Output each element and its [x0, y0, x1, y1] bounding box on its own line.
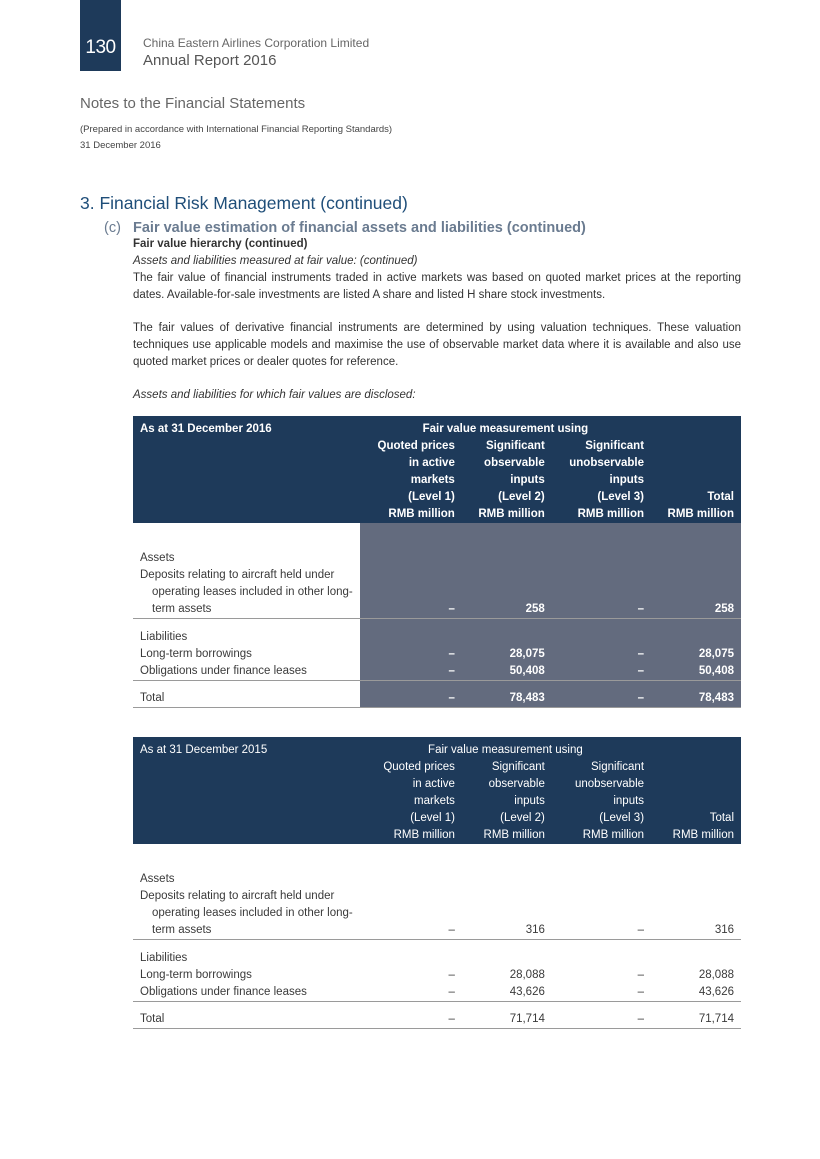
- value-cell: 71,714: [462, 1011, 552, 1029]
- header-blank: [133, 472, 360, 489]
- column-header: markets: [360, 472, 462, 489]
- column-header: Significant: [462, 438, 552, 455]
- column-header: RMB million: [651, 827, 741, 844]
- row-label: Long-term borrowings: [140, 968, 252, 981]
- value-cell: 28,075: [462, 646, 552, 663]
- spacer: [462, 680, 552, 690]
- deposits-label: Deposits relating to aircraft held under: [140, 569, 335, 581]
- value-cell: [651, 950, 741, 967]
- column-header: Quoted prices: [360, 759, 462, 776]
- header-blank: [651, 416, 741, 438]
- value-cell: –: [637, 968, 645, 981]
- column-header: Significant: [462, 759, 552, 776]
- spacer: [462, 940, 552, 950]
- table-row: [133, 871, 741, 888]
- value-cell: 258: [462, 601, 552, 619]
- table-row: [133, 950, 741, 967]
- as-at-label: As at 31 December 2015: [133, 737, 360, 759]
- table-row: [133, 455, 741, 472]
- total-label: Total: [133, 1011, 360, 1029]
- spacer: [360, 619, 462, 629]
- table-row: [133, 550, 741, 567]
- value-cell: 78,483: [651, 690, 741, 708]
- deposits-label: Deposits relating to aircraft held under: [140, 890, 335, 902]
- column-header: [651, 455, 741, 472]
- value-cell: –: [552, 922, 651, 940]
- table-row: [133, 984, 741, 1002]
- statement-date: 31 December 2016: [80, 140, 161, 151]
- value-cell: [360, 950, 462, 967]
- value-cell: –: [552, 984, 651, 1002]
- spacer: [133, 619, 360, 629]
- value-cell: [462, 629, 552, 646]
- value-cell: 28,075: [651, 646, 741, 663]
- value-cell: [651, 888, 741, 905]
- measurement-label: Fair value measurement using: [360, 416, 651, 438]
- spacer: [360, 533, 462, 550]
- table-row: [133, 523, 741, 533]
- total-label: Total: [133, 690, 360, 708]
- value-cell: [360, 550, 462, 567]
- column-header: unobservable: [552, 455, 651, 472]
- subsection-heading: [104, 220, 586, 236]
- measured-heading: Assets and liabilities measured at fair value: (continued): [133, 255, 418, 267]
- value-cell: –: [360, 690, 462, 708]
- value-cell: [552, 905, 651, 922]
- value-cell: [462, 888, 552, 905]
- table-row: [133, 438, 741, 455]
- hierarchy-heading: Fair value hierarchy (continued): [133, 238, 308, 250]
- column-header: [651, 793, 741, 810]
- value-cell: 28,088: [509, 968, 545, 981]
- column-header: Significant: [552, 759, 651, 776]
- column-header: Total: [651, 810, 741, 827]
- table-row: [133, 776, 741, 793]
- spacer: [133, 854, 360, 871]
- table-row: [133, 629, 741, 646]
- spacer: [360, 940, 462, 950]
- spacer: [133, 844, 360, 854]
- header-blank: [133, 827, 360, 844]
- table-row: [133, 922, 741, 940]
- spacer: [462, 523, 552, 533]
- column-header: (Level 3): [552, 489, 651, 506]
- spacer: [462, 619, 552, 629]
- spacer: [360, 854, 462, 871]
- spacer: [133, 533, 360, 550]
- spacer: [133, 523, 360, 533]
- value-cell: [651, 567, 741, 584]
- value-cell: [651, 871, 741, 888]
- table-row: [133, 533, 741, 550]
- value-cell: [360, 905, 462, 922]
- value-cell: 50,408: [462, 663, 552, 681]
- paragraph-2: The fair values of derivative financial instruments are determined by using valuation techniques. These valuation techniques use applicable models and maximise the use of observable market data where it is available and also use quoted market prices or dealer quotes for reference.: [133, 322, 741, 368]
- table-row: [133, 567, 741, 584]
- value-cell: [552, 871, 651, 888]
- column-header: [651, 438, 741, 455]
- spacer: [651, 854, 741, 871]
- column-header: Total: [651, 489, 741, 506]
- column-header: (Level 1): [360, 489, 462, 506]
- paragraph-1: The fair value of financial instruments traded in active markets was based on quoted market prices at the reporting dates. Available-for-sale investments are listed A share and listed H share stock investments.: [133, 272, 741, 301]
- value-cell: [462, 584, 552, 601]
- value-cell: 43,626: [651, 984, 741, 1002]
- subsection-letter: (c): [104, 220, 121, 236]
- spacer: [133, 680, 360, 690]
- spacer: [462, 1001, 552, 1011]
- deposits-label-cont: operating leases included in other long-: [152, 586, 353, 598]
- spacer: [651, 619, 741, 629]
- value-cell: [360, 629, 462, 646]
- table-row: [133, 854, 741, 871]
- value-cell: [462, 567, 552, 584]
- table-row: [133, 416, 741, 438]
- spacer: [552, 619, 651, 629]
- table-row: [133, 1001, 741, 1011]
- value-cell: [552, 950, 651, 967]
- value-cell: –: [552, 690, 651, 708]
- table-row: [133, 506, 741, 523]
- value-cell: [552, 584, 651, 601]
- column-header: inputs: [462, 472, 552, 489]
- table-row: [133, 793, 741, 810]
- column-header: Quoted prices: [360, 438, 462, 455]
- column-header: Significant: [552, 438, 651, 455]
- disclosed-heading: Assets and liabilities for which fair values are disclosed:: [133, 389, 416, 401]
- row-label: Long-term borrowings: [140, 647, 252, 660]
- table-row: [133, 905, 741, 922]
- value-cell: –: [552, 646, 651, 663]
- column-header: RMB million: [552, 827, 651, 844]
- column-header: RMB million: [462, 506, 552, 523]
- table-row: [133, 737, 741, 759]
- section-heading: [80, 193, 408, 214]
- value-cell: –: [360, 663, 462, 681]
- table-row: [133, 646, 741, 663]
- value-cell: [552, 567, 651, 584]
- fair-value-table-2016: [133, 416, 741, 708]
- assets-label: Assets: [140, 873, 175, 885]
- value-cell: –: [552, 663, 651, 681]
- value-cell: –: [360, 922, 462, 940]
- table-row: [133, 680, 741, 690]
- column-header: RMB million: [360, 827, 462, 844]
- value-cell: –: [360, 1011, 462, 1029]
- column-header: inputs: [552, 793, 651, 810]
- column-header: RMB million: [651, 506, 741, 523]
- table-row: [133, 472, 741, 489]
- table-row: [133, 888, 741, 905]
- assets-label: Assets: [140, 552, 175, 564]
- value-cell: –: [360, 601, 462, 619]
- spacer: [651, 533, 741, 550]
- heading-number: 3.: [80, 193, 95, 213]
- table-row: [133, 827, 741, 844]
- value-cell: [462, 871, 552, 888]
- value-cell: 78,483: [462, 690, 552, 708]
- column-header: (Level 2): [462, 489, 552, 506]
- deposits-label-cont: term assets: [133, 922, 360, 940]
- report-title: Annual Report 2016: [143, 52, 277, 69]
- table-row: [133, 601, 741, 619]
- column-header: (Level 3): [552, 810, 651, 827]
- deposits-label-cont: operating leases included in other long-: [152, 907, 353, 919]
- value-cell: 50,408: [651, 663, 741, 681]
- value-cell: [651, 584, 741, 601]
- as-at-label: As at 31 December 2016: [133, 416, 360, 438]
- column-header: [651, 776, 741, 793]
- spacer: [462, 854, 552, 871]
- row-label: Obligations under finance leases: [133, 663, 360, 681]
- spacer: [552, 533, 651, 550]
- table-row: [133, 1011, 741, 1029]
- spacer: [360, 523, 462, 533]
- table-row: [133, 619, 741, 629]
- spacer: [360, 1001, 462, 1011]
- value-cell: [651, 629, 741, 646]
- spacer: [651, 680, 741, 690]
- value-cell: [552, 550, 651, 567]
- column-header: RMB million: [462, 827, 552, 844]
- spacer: [651, 523, 741, 533]
- table-row: [133, 844, 741, 854]
- column-header: in active: [360, 455, 462, 472]
- value-cell: 258: [651, 601, 741, 619]
- column-header: (Level 2): [462, 810, 552, 827]
- fair-value-table-2015: [133, 737, 741, 1029]
- column-header: markets: [360, 793, 462, 810]
- row-label: Obligations under finance leases: [133, 984, 360, 1002]
- spacer: [552, 1001, 651, 1011]
- value-cell: [360, 871, 462, 888]
- value-cell: 316: [651, 922, 741, 940]
- value-cell: –: [360, 646, 462, 663]
- header-blank: [133, 489, 360, 506]
- table-row: [133, 690, 741, 708]
- spacer: [651, 1001, 741, 1011]
- header-blank: [133, 759, 360, 776]
- table-row: [133, 967, 741, 984]
- spacer: [552, 680, 651, 690]
- column-header: RMB million: [360, 506, 462, 523]
- prepared-note: (Prepared in accordance with International Financial Reporting Standards): [80, 124, 393, 135]
- spacer: [651, 940, 741, 950]
- header-blank: [133, 793, 360, 810]
- spacer: [552, 854, 651, 871]
- spacer: [360, 680, 462, 690]
- section-title: Notes to the Financial Statements: [80, 95, 306, 112]
- value-cell: [651, 550, 741, 567]
- spacer: [552, 523, 651, 533]
- table-row: [133, 810, 741, 827]
- heading-title: Financial Risk Management (continued): [99, 193, 408, 213]
- column-header: inputs: [462, 793, 552, 810]
- table-row: [133, 584, 741, 601]
- value-cell: [552, 888, 651, 905]
- column-header: in active: [360, 776, 462, 793]
- value-cell: [552, 629, 651, 646]
- value-cell: 316: [462, 922, 552, 940]
- value-cell: 43,626: [462, 984, 552, 1002]
- spacer: [552, 844, 651, 854]
- spacer: [133, 940, 360, 950]
- subsection-title: Fair value estimation of financial assets and liabilities (continued): [133, 220, 586, 236]
- value-cell: –: [552, 601, 651, 619]
- column-header: observable: [462, 776, 552, 793]
- spacer: [651, 844, 741, 854]
- deposits-label-cont: term assets: [133, 601, 360, 619]
- table-row: [133, 940, 741, 950]
- column-header: RMB million: [552, 506, 651, 523]
- value-cell: –: [552, 1011, 651, 1029]
- table-row: [133, 489, 741, 506]
- value-cell: [360, 567, 462, 584]
- liabilities-label: Liabilities: [140, 951, 188, 964]
- value-cell: [360, 584, 462, 601]
- value-cell: [462, 950, 552, 967]
- page-number: 130: [80, 0, 121, 71]
- spacer: [133, 1001, 360, 1011]
- header-blank: [133, 810, 360, 827]
- header-blank: [133, 438, 360, 455]
- header-blank: [133, 506, 360, 523]
- value-cell: [360, 888, 462, 905]
- header-blank: [133, 776, 360, 793]
- company-name: China Eastern Airlines Corporation Limited: [143, 36, 370, 50]
- column-header: unobservable: [552, 776, 651, 793]
- column-header: [651, 472, 741, 489]
- value-cell: –: [448, 968, 455, 981]
- header-blank: [651, 737, 741, 759]
- column-header: observable: [462, 455, 552, 472]
- spacer: [462, 533, 552, 550]
- table-row: [133, 663, 741, 681]
- column-header: [651, 759, 741, 776]
- value-cell: [462, 550, 552, 567]
- value-cell: –: [360, 984, 462, 1002]
- measurement-label: Fair value measurement using: [360, 737, 651, 759]
- value-cell: 28,088: [698, 968, 734, 981]
- liabilities-label: Liabilities: [140, 630, 188, 643]
- column-header: inputs: [552, 472, 651, 489]
- spacer: [552, 940, 651, 950]
- spacer: [360, 844, 462, 854]
- value-cell: [651, 905, 741, 922]
- table-row: [133, 759, 741, 776]
- value-cell: [462, 905, 552, 922]
- value-cell: 71,714: [651, 1011, 741, 1029]
- column-header: (Level 1): [360, 810, 462, 827]
- spacer: [462, 844, 552, 854]
- header-blank: [133, 455, 360, 472]
